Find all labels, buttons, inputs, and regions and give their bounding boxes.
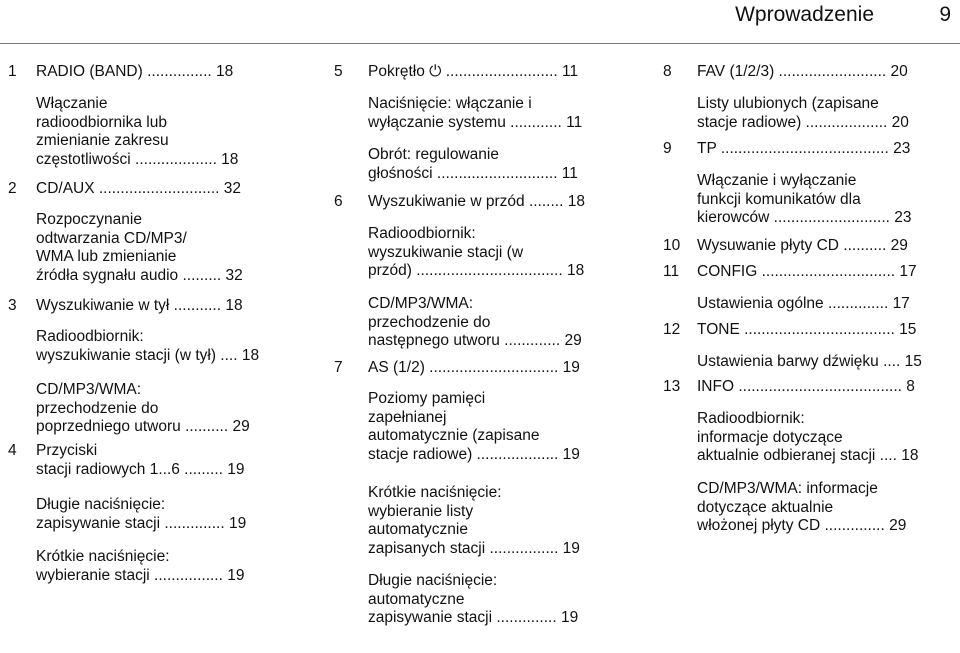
legend-text	[697, 95, 955, 132]
legend-text	[36, 63, 306, 82]
legend-text	[36, 95, 306, 169]
legend-text	[368, 390, 630, 464]
legend-number: 2	[8, 180, 17, 197]
legend-text	[368, 193, 630, 212]
legend-line: AS (1/2) .............................. 19	[368, 359, 580, 376]
legend-line: następnego utworu ............. 29	[368, 332, 582, 350]
legend-line: INFO ...................................... 8	[697, 378, 915, 395]
legend-line: wyłączanie systemu ............ 11	[368, 113, 583, 131]
legend-line: CONFIG ............................... 17	[697, 263, 917, 280]
page-header	[0, 0, 960, 44]
legend-line: Ustawienia barwy dźwięku .... 15	[697, 353, 922, 370]
legend-text	[697, 321, 955, 340]
legend-line: Radioodbiornik:	[697, 410, 805, 427]
legend-line: Listy ulubionych (zapisane	[697, 95, 879, 112]
legend-line: CD/MP3/WMA:	[368, 295, 474, 312]
legend-text	[368, 146, 630, 183]
legend-line: przód) .................................. 18	[368, 262, 585, 280]
legend-line: Włączanie	[36, 95, 108, 112]
legend-number: 8	[663, 63, 672, 80]
legend-text	[36, 211, 306, 285]
legend-line: poprzedniego utworu .......... 29	[36, 418, 250, 436]
legend-line: Naciśnięcie: włączanie i	[368, 95, 532, 112]
legend-line: automatycznie (zapisane	[368, 427, 540, 445]
legend-line: Ustawienia ogólne .............. 17	[697, 295, 910, 312]
legend-line: automatyczne	[368, 590, 465, 608]
legend-line: stacje radiowe) ................... 19	[368, 445, 580, 463]
legend-line: włożonej płyty CD .............. 29	[697, 517, 907, 535]
legend-line: odtwarzania CD/MP3/	[36, 229, 187, 247]
legend-line: zapełnianej	[368, 408, 447, 426]
legend-number: 10	[663, 237, 681, 254]
legend-line: głośności ............................ 11	[368, 164, 578, 182]
legend-text	[36, 297, 306, 316]
legend-line: WMA lub zmienianie	[36, 248, 177, 266]
legend-line: CD/AUX ............................ 32	[36, 180, 241, 197]
legend-text	[36, 442, 306, 479]
legend-line: zapisywanie stacji .............. 19	[368, 609, 579, 627]
legend-line: Pokrętło ⏻ .......................... 11	[368, 63, 579, 80]
legend-number: 9	[663, 140, 672, 157]
legend-line: CD/MP3/WMA:	[36, 381, 142, 398]
legend-number: 11	[663, 263, 680, 280]
legend-line: Krótkie naciśnięcie:	[36, 548, 170, 565]
header-divider	[0, 43, 960, 44]
legend-text	[368, 63, 630, 82]
legend-text	[368, 359, 630, 378]
legend-number: 12	[663, 321, 681, 338]
legend-line: stacje radiowe) ................... 20	[697, 113, 909, 131]
legend-text	[36, 180, 306, 199]
legend-text	[697, 263, 955, 282]
legend-text	[368, 95, 630, 132]
legend-line: funkcji komunikatów dla	[697, 190, 861, 208]
legend-text	[697, 237, 955, 256]
legend-line: stacji radiowych 1...6 ......... 19	[36, 460, 245, 478]
legend-line: aktualnie odbieranej stacji .... 18	[697, 447, 919, 465]
legend-text	[697, 353, 955, 372]
legend-text	[36, 381, 306, 437]
legend-number: 3	[8, 297, 17, 314]
legend-text	[36, 548, 306, 585]
legend-text	[368, 484, 630, 558]
legend-line: zmienianie zakresu	[36, 132, 169, 150]
legend-line: Długie naciśnięcie:	[36, 496, 166, 513]
legend-text	[697, 63, 955, 82]
legend-line: Obrót: regulowanie	[368, 146, 499, 163]
legend-line: Radioodbiornik:	[368, 225, 476, 242]
legend-text	[697, 172, 955, 228]
legend-line: zapisywanie stacji .............. 19	[36, 514, 247, 532]
legend-text	[368, 572, 630, 628]
legend-line: wybieranie listy	[368, 502, 474, 520]
legend-text	[697, 410, 955, 466]
legend-text	[697, 480, 955, 536]
legend-number: 7	[334, 359, 343, 376]
legend-text	[368, 225, 630, 281]
legend-number: 13	[663, 378, 681, 395]
legend-line: Przyciski	[36, 442, 98, 459]
legend-line: wyszukiwanie stacji (w tył) .... 18	[36, 346, 260, 364]
legend-line: FAV (1/2/3) ......................... 20	[697, 63, 908, 80]
legend-line: Krótkie naciśnięcie:	[368, 484, 502, 501]
legend-text	[36, 328, 306, 365]
legend-line: Wysuwanie płyty CD .......... 29	[697, 237, 908, 254]
legend-line: CD/MP3/WMA: informacje	[697, 480, 878, 497]
legend-line: Rozpoczynanie	[36, 211, 142, 228]
legend-line: Długie naciśnięcie:	[368, 572, 498, 589]
legend-line: wybieranie stacji ................ 19	[36, 566, 245, 584]
legend-text	[368, 295, 630, 351]
page-number: 9	[939, 3, 951, 26]
legend-text	[36, 496, 306, 533]
legend-line: wyszukiwanie stacji (w	[368, 243, 524, 261]
legend-line: Poziomy pamięci	[368, 390, 486, 407]
legend-line: TP ....................................... 23	[697, 140, 911, 157]
legend-number: 4	[8, 442, 17, 459]
legend-line: źródła sygnału audio ......... 32	[36, 266, 243, 284]
page-title: Wprowadzenie	[735, 3, 874, 26]
legend-line: Wyszukiwanie w tył ........... 18	[36, 297, 243, 314]
legend-line: przechodzenie do	[36, 399, 159, 417]
legend-line: informacje dotyczące	[697, 428, 843, 446]
legend-line: automatycznie	[368, 521, 468, 539]
legend-line: Radioodbiornik:	[36, 328, 144, 345]
legend-line: przechodzenie do	[368, 313, 491, 331]
legend-text	[697, 295, 955, 314]
legend-line: dotyczące aktualnie	[697, 498, 834, 516]
legend-number: 1	[8, 63, 17, 80]
legend-number: 5	[334, 63, 343, 80]
legend-line: RADIO (BAND) ............... 18	[36, 63, 234, 80]
legend-line: częstotliwości ................... 18	[36, 150, 239, 168]
legend-text	[697, 378, 955, 397]
legend-number: 6	[334, 193, 343, 210]
legend-line: zapisanych stacji ................ 19	[368, 539, 580, 557]
legend-line: TONE ................................... 15	[697, 321, 917, 338]
legend-line: Wyszukiwanie w przód ........ 18	[368, 193, 585, 210]
legend-line: Włączanie i wyłączanie	[697, 172, 857, 189]
legend-text	[697, 140, 955, 159]
legend-line: radioodbiornika lub	[36, 113, 167, 131]
legend-line: kierowców ........................... 23	[697, 209, 912, 227]
